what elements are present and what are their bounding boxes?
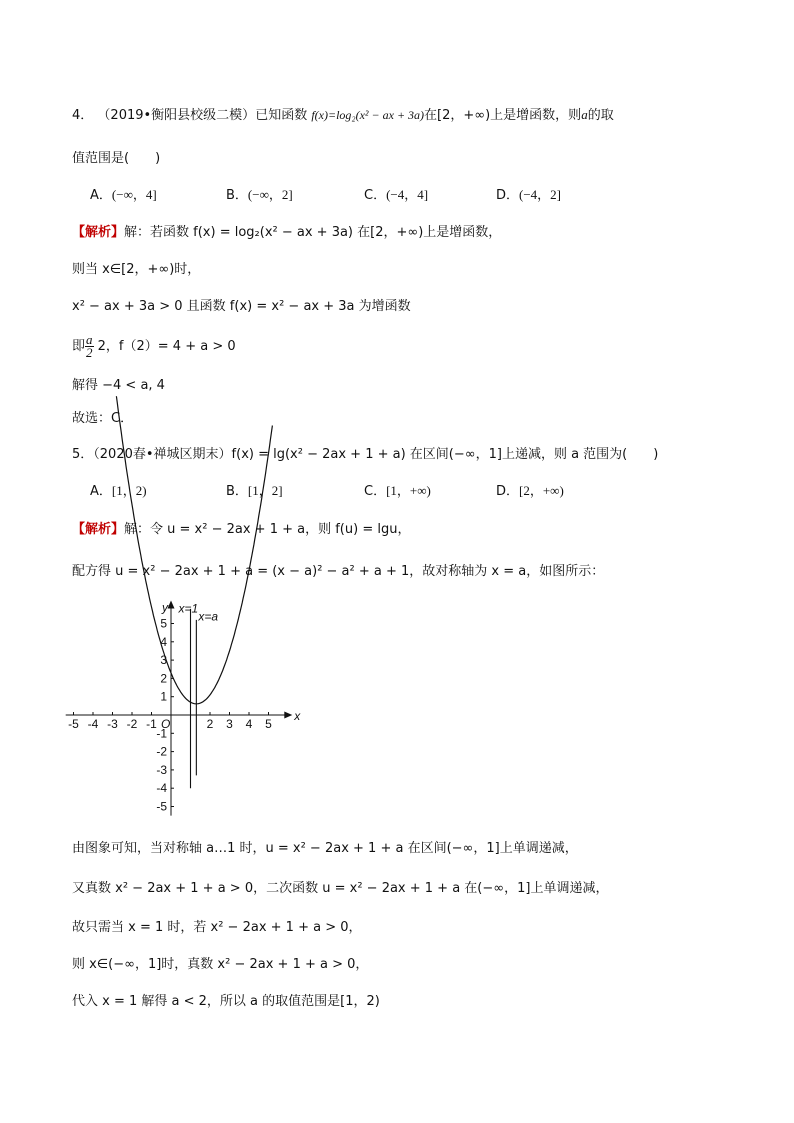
q5-solution-line3: 由图象可知，当对称轴 a…1 时，u = x² − 2ax + 1 + a 在区间(−∞，1]上单调递减， (72, 841, 578, 856)
q4-solution-line4: 即 $\frac{a}{2}$ 2，f（2）= 4 + a > 0 (72, 332, 236, 360)
q4-solution-line1: 【解析】解：若函数 f(x) = log₂(x² − ax + 3a) 在[2，+∞)上是增函数， (72, 225, 502, 240)
q4-function: f(x)=log₂(x² − ax + 3a) (311, 108, 425, 122)
q5-option-b: B．[1，2] (226, 483, 283, 499)
q5-solution-line1: 【解析】解：令 u = x² − 2ax + 1 + a，则 f(u) = lgu， (72, 522, 411, 537)
q5-solution-line6: 则 x∈(−∞，1]时，真数 x² − 2ax + 1 + a > 0， (72, 957, 369, 972)
y-tick-label: -1 (156, 726, 167, 741)
q4-option-b: B．(−∞，2] (226, 187, 293, 203)
q4-stem-a: 已知函数 (255, 108, 308, 123)
q5-option-a: A．[1，2) (90, 483, 147, 499)
x-tick-label: -2 (126, 717, 138, 731)
origin-label: O (161, 717, 171, 731)
q5-number: 5． (72, 447, 94, 462)
x-tick-label: 5 (265, 717, 272, 731)
q5-source: （2020春•禅城区期末） (93, 447, 232, 462)
q5-stem-text: f(x) = lg(x² − 2ax + 1 + a) 在区间(−∞，1]上递减，则 a 范围为( ) (231, 447, 659, 462)
y-tick-label: 5 (160, 616, 167, 631)
q5-stem (72, 446, 658, 464)
y-tick-label: -4 (156, 781, 167, 796)
q4-stem-line1 (72, 106, 614, 125)
q4-option-a: A．(−∞，4] (90, 187, 157, 203)
y-axis-arrow (168, 601, 175, 609)
y-tick-label: 3 (160, 653, 167, 668)
q4-solution-line6: 故选：C． (72, 411, 134, 426)
y-tick-label: 1 (160, 689, 167, 704)
q4-solution-line3: x² − ax + 3a > 0 且函数 f(x) = x² − ax + 3a 为增函数 (72, 299, 411, 314)
q4-number: 4． (72, 108, 94, 123)
q5-solution-line7: 代入 x = 1 解得 a < 2，所以 a 的取值范围是[1，2) (72, 994, 380, 1009)
q4-solution-tag: 【解析】 (72, 225, 125, 240)
parabola-curve (116, 396, 272, 704)
parabola-graph (70, 596, 310, 822)
q4-solution-line5: 解得 −4 < a, 4 (72, 378, 165, 393)
x-axis-label: x (294, 709, 301, 723)
q4-solution-line2: 则当 x∈[2，+∞)时， (72, 262, 201, 277)
x-tick-label: -5 (68, 717, 79, 731)
y-tick-label: -2 (156, 744, 167, 759)
q4-option-c: C．(−4，4] (364, 187, 429, 203)
q5-solution-tag: 【解析】 (72, 522, 125, 537)
q4-stem-c: 的取 (587, 108, 614, 123)
x-tick-label: -4 (87, 717, 99, 731)
q4-var-a: a (581, 107, 588, 122)
y-tick-label: 2 (160, 671, 167, 686)
q5-solution-line2: 配方得 u = x² − 2ax + 1 + a = (x − a)² − a² + a + 1，故对称轴为 x = a，如图所示： (72, 564, 605, 579)
q5-solution-line4: 又真数 x² − 2ax + 1 + a > 0，二次函数 u = x² − 2ax + 1 + a 在(−∞，1]上单调递减， (72, 881, 609, 896)
x-axis-arrow (284, 712, 292, 719)
q5-option-d: D．[2，+∞) (496, 483, 564, 499)
x-tick-label: -3 (107, 717, 118, 731)
x-tick-label: 3 (226, 717, 233, 731)
x-tick-label: 2 (206, 717, 214, 731)
q5-option-c: C．[1，+∞) (364, 483, 431, 499)
vline-x-equals-1-label: x=1 (178, 601, 199, 616)
q4-option-d: D．(−4，2] (496, 187, 562, 203)
y-tick-label: 4 (160, 634, 167, 649)
q4-stem-line2: 值范围是( ) (72, 151, 161, 166)
y-tick-label: -3 (156, 762, 167, 777)
q4-source: （2019•衡阳县校级二模） (97, 108, 256, 123)
x-tick-label: 4 (245, 717, 253, 731)
x-tick-label: -1 (146, 717, 157, 731)
vline-x-equals-a-label: x=a (198, 609, 219, 624)
y-axis-label: y (162, 600, 168, 615)
fraction-a-over-2: $\frac{a}{2}$ (86, 332, 93, 360)
y-tick-label: -5 (156, 799, 167, 814)
q5-solution-line5: 故只需当 x = 1 时，若 x² − 2ax + 1 + a > 0， (72, 920, 362, 935)
q4-stem-b: 在[2，+∞)上是增函数，则 (424, 108, 582, 123)
